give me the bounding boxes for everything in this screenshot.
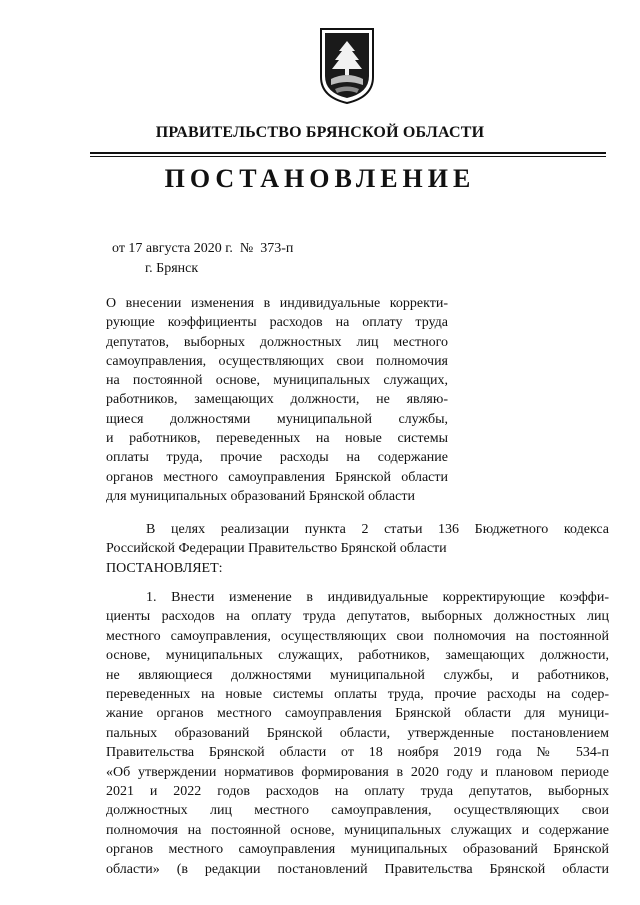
item-line: 2021 и 2022 годов расходов на оплату труда депутатов, выборных <box>106 784 609 800</box>
item-line: не являющиеся должностями муниципальной службы, и работников, <box>106 667 609 683</box>
intro-line: В целях реализации пункта 2 статьи 136 Бюджетного кодекса <box>146 522 609 537</box>
decree-date-number: от 17 августа 2020 г. № 373-п <box>112 241 294 256</box>
item-line: «Об утверждении нормативов формирования в 2020 году и плановом периоде <box>106 764 609 780</box>
subject-line: рующие коэффициенты расходов на оплату труда <box>106 315 448 331</box>
subject-line: работников, замещающих должности, не являю- <box>106 392 448 408</box>
item-line: основе, муниципальных служащих, работников, замещающих должности, <box>106 648 609 664</box>
header-divider-thick <box>90 152 606 154</box>
subject-line: для муниципальных образований Брянской области <box>106 488 415 504</box>
subject-line: на постоянной основе, муниципальных служащих, <box>106 373 448 389</box>
item-line: должностных лиц местного самоуправления, осуществляющих свои <box>106 803 609 819</box>
coat-of-arms-emblem <box>319 27 375 105</box>
subject-line: О внесении изменения в индивидуальные корректи- <box>106 296 448 311</box>
government-title: ПРАВИТЕЛЬСТВО БРЯНСКОЙ ОБЛАСТИ <box>155 124 485 141</box>
decree-city: г. Брянск <box>145 261 199 276</box>
intro-line: Российской Федерации Правительство Брянской области <box>106 541 447 557</box>
item-line: циенты расходов на оплату труда депутатов, выборных должностных лиц <box>106 609 609 625</box>
document-type-title: ПОСТАНОВЛЕНИЕ <box>164 164 476 193</box>
item-line: Правительства Брянской области от 18 ноября 2019 года № 534-п <box>106 745 609 761</box>
decree-subject <box>106 294 448 506</box>
item-line: полномочия на постоянной основе, муниципальных служащих и содержание <box>106 822 609 838</box>
header-divider-thin <box>90 156 606 157</box>
item-line: области» (в редакции постановлений Правительства Брянской области <box>106 861 609 877</box>
item-line: местного самоуправления, осуществляющих свои полномочия на постоянной <box>106 628 609 644</box>
subject-line: и работников, переведенных на новые системы <box>106 431 448 447</box>
item-line: пальных образований Брянской области, утвержденные постановлением <box>106 725 609 741</box>
item-1-paragraph <box>106 588 609 879</box>
subject-line: оплаты труда, прочие расходы на содержание <box>106 450 448 466</box>
intro-paragraph <box>106 520 609 578</box>
item-line: жание органов местного самоуправления Брянской области для муници- <box>106 706 609 722</box>
item-line: органов местного самоуправления муниципальных образований Брянской <box>106 842 609 858</box>
subject-line: органов местного самоуправления Брянской области <box>106 469 448 485</box>
item-line: переведенных на новые системы оплаты труда, прочие расходы на содер- <box>106 687 609 703</box>
subject-line: щиеся должностями муниципальной службы, <box>106 411 448 427</box>
subject-line: самоуправления, осуществляющих свои полномочия <box>106 353 448 369</box>
intro-line: ПОСТАНОВЛЯЕТ: <box>106 560 223 576</box>
subject-line: депутатов, выборных должностных лиц местного <box>106 334 448 350</box>
item-line: 1. Внести изменение в индивидуальные корректирующие коэффи- <box>146 590 609 605</box>
